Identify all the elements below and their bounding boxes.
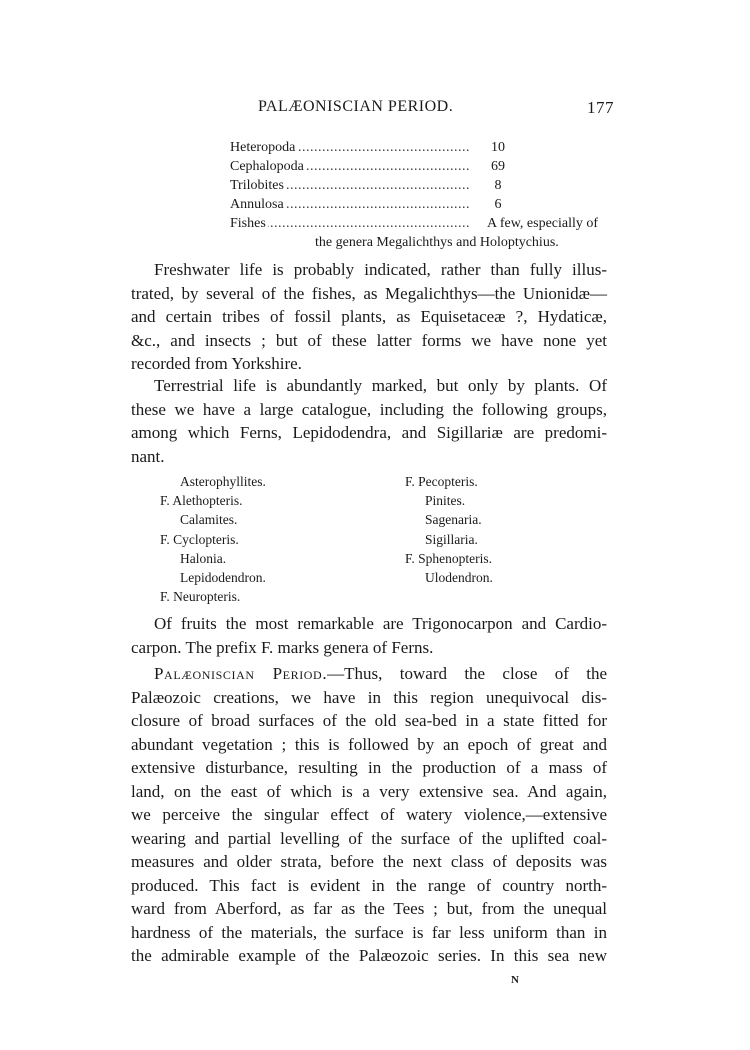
text-line: Freshwater life is probably indicated, rather than fully illus- — [154, 260, 607, 279]
tally-name: Trilobites — [230, 178, 284, 193]
tally-value: 69 — [491, 159, 505, 174]
text-line: closure of broad surfaces of the old sea-bed in a state fitted for — [131, 711, 607, 730]
plant-item: Sagenaria. — [425, 512, 482, 528]
plant-item: Ulodendron. — [425, 569, 493, 585]
text-line: recorded from Yorkshire. — [131, 354, 302, 373]
paragraph-palaeoniscian-period — [131, 662, 607, 968]
text-line: among which Ferns, Lepidodendra, and Sigillariæ are predomi- — [131, 423, 607, 442]
text-line: hardness of the materials, the surface is far less uniform than in — [131, 922, 607, 942]
running-title: PALÆONISCIAN PERIOD. — [258, 98, 454, 115]
plant-item: F. Alethopteris. — [160, 493, 243, 509]
tally-name: Annulosa — [230, 197, 284, 212]
plant-item: Lepidodendron. — [180, 569, 266, 585]
text-fragment: —Thus, toward the close of the — [327, 664, 607, 683]
text-line: carpon. The prefix F. marks genera of Ferns. — [131, 637, 434, 657]
paragraph-fruits — [131, 612, 607, 659]
section-heading: Palæoniscian Period. — [154, 664, 328, 683]
plant-item: Pinites. — [425, 493, 466, 509]
plant-item: F. Sphenopteris. — [405, 550, 493, 566]
text-line: Of fruits the most remarkable are Trigonocarpon and Cardio- — [154, 614, 607, 633]
tally-row-continuation — [230, 233, 620, 252]
plant-item: Asterophyllites. — [180, 474, 266, 489]
plant-column-right — [405, 472, 493, 587]
paragraph-terrestrial — [131, 374, 607, 468]
text-line: abundant vegetation ; this is followed by an epoch of great and — [131, 734, 607, 754]
tally-value: A few, especially of — [487, 216, 599, 231]
plant-column-left — [160, 472, 266, 606]
text-line: produced. This fact is evident in the range of country north- — [131, 875, 607, 895]
text-line: measures and older strata, before the next class of deposits was — [131, 852, 607, 871]
tally-row — [230, 214, 620, 233]
text-line — [131, 662, 607, 686]
text-line: Palæozoic creations, we have in this region unequivocal dis- — [131, 687, 607, 707]
text-line: &c., and insects ; but of these latter forms we have none yet — [131, 330, 607, 350]
tally-name: Cephalopoda — [230, 159, 304, 174]
text-line: these we have a large catalogue, including the following groups, — [131, 399, 607, 419]
plant-item: Halonia. — [180, 550, 227, 566]
signature-mark: N — [511, 974, 520, 986]
text-line: the admirable example of the Palæozoic series. In this sea new — [131, 946, 607, 965]
fossil-tally-table — [230, 138, 620, 252]
plant-item: F. Pecopteris. — [405, 474, 478, 489]
tally-value: 10 — [491, 140, 505, 155]
tally-row — [230, 157, 620, 176]
text-line: Terrestrial life is abundantly marked, but only by plants. Of — [154, 376, 607, 395]
tally-continuation: the genera Megalichthys and Holoptychius. — [315, 235, 559, 250]
paragraph-freshwater — [131, 258, 607, 376]
tally-row — [230, 138, 620, 157]
tally-row — [230, 176, 620, 195]
tally-value: 8 — [494, 178, 502, 193]
text-line: and certain tribes of fossil plants, as Equisetaceæ ?, Hydaticæ, — [131, 307, 607, 326]
text-line: we perceive the singular effect of watery violence,—extensive — [131, 805, 607, 824]
page-number: 177 — [587, 98, 614, 117]
plant-item: Sigillaria. — [425, 531, 478, 547]
plant-item: F. Cyclopteris. — [160, 531, 239, 547]
text-line: land, on the east of which is a very extensive sea. And again, — [131, 781, 607, 801]
tally-value: 6 — [494, 197, 502, 212]
tally-name: Heteropoda — [230, 140, 296, 155]
tally-row — [230, 195, 620, 214]
text-line: nant. — [131, 446, 165, 466]
text-line: extensive disturbance, resulting in the production of a mass of — [131, 758, 607, 777]
plant-item: F. Neuropteris. — [160, 589, 241, 605]
tally-name: Fishes — [230, 216, 266, 231]
text-line: ward from Aberford, as far as the Tees ; but, from the unequal — [131, 899, 607, 918]
plant-item: Calamites. — [180, 512, 238, 528]
text-line: wearing and partial levelling of the surface of the uplifted coal- — [131, 828, 607, 848]
text-line: trated, by several of the fishes, as Megalichthys—the Unionidæ— — [131, 283, 607, 303]
